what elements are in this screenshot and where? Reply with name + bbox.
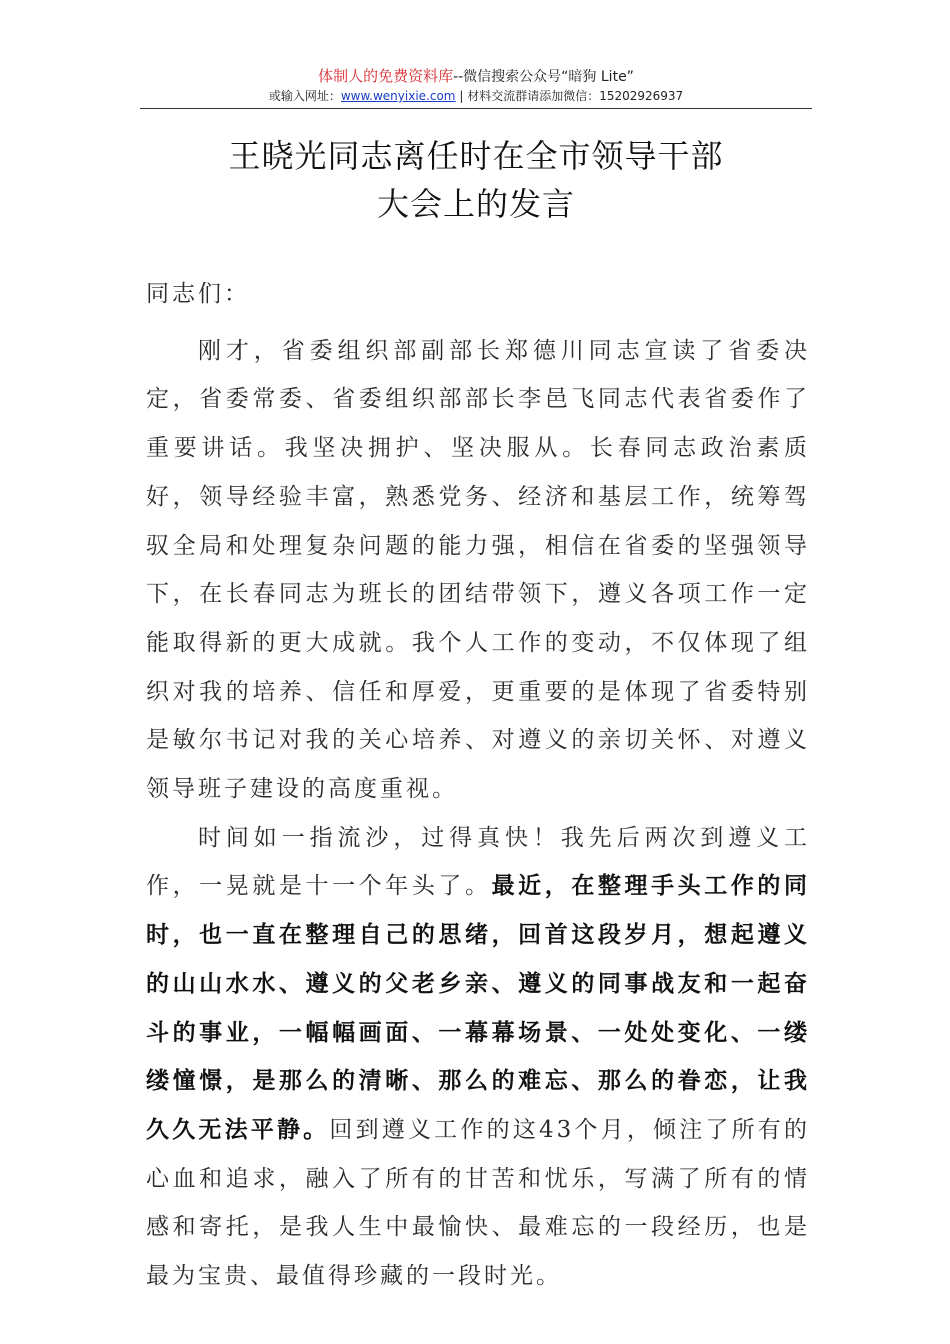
header-divider: [140, 108, 812, 109]
paragraph-1: 刚才，省委组织部副部长郑德川同志宣读了省委决定，省委常委、省委组织部部长李邑飞同志代表省委作了重要讲话。我坚决拥护、坚决服从。长春同志政治素质好，领导经验丰富，熟悉党务、经济和基层工作，统筹驾驭全局和处理复杂问题的能力强，相信在省委的坚强领导下，在长春同志为班长的团结带领下，遵义各项工作一定能取得新的更大成就。我个人工作的变动，不仅体现了组织对我的培养、信任和厚爱，更重要的是体现了省委特别是敏尔书记对我的关心培养、对遵义的亲切关怀、对遵义领导班子建设的高度重视。: [146, 337, 810, 803]
header-url-link[interactable]: www.wenyixie.com: [340, 89, 456, 103]
document-title: [140, 132, 812, 228]
title-line-2: 大会上的发言: [376, 185, 575, 223]
salutation: 同志们：: [146, 281, 250, 307]
paragraph-2-start: 时间如一指流沙，过得真快！我先后两次到遵义工作，一晃就是十一个年头了。: [146, 824, 810, 900]
title-line-1: 王晓光同志离任时在全市领导干部: [228, 137, 724, 175]
document-body: [146, 270, 810, 1301]
paragraph-2-bold: 最近，在整理手头工作的同时，也一直在整理自己的思绪，回首这段岁月，想起遵义的山山水水、遵义的父老乡亲、遵义的同事战友和一起奋斗的事业，一幅幅画面、一幕幕场景、一处处变化、一缕缕憧憬，是那么的清晰、那么的难忘、那么的眷恋，让我久久无法平静。: [146, 872, 811, 1143]
header-separator: |: [459, 89, 464, 103]
header-contact-line: [140, 87, 812, 105]
header-contact: 材料交流群请添加微信：15202926937: [467, 89, 684, 103]
paragraph-2: [146, 814, 810, 1301]
paragraph-2-end: 回到遵义工作的这43个月，倾注了所有的心血和追求，融入了所有的甘苦和忧乐，写满了所有的情感和寄托，是我人生中最愉快、最难忘的一段经历，也是最为宝贵、最值得珍藏的一段时光。: [146, 1116, 810, 1290]
header-brand-line: [140, 66, 812, 87]
header-tagline: --微信搜索公众号“暗狗 Lite”: [453, 69, 634, 85]
header-url-prefix: 或输入网址：: [268, 89, 341, 103]
header-brand: 体制人的免费资料库: [318, 67, 454, 85]
page-header: [140, 66, 812, 105]
